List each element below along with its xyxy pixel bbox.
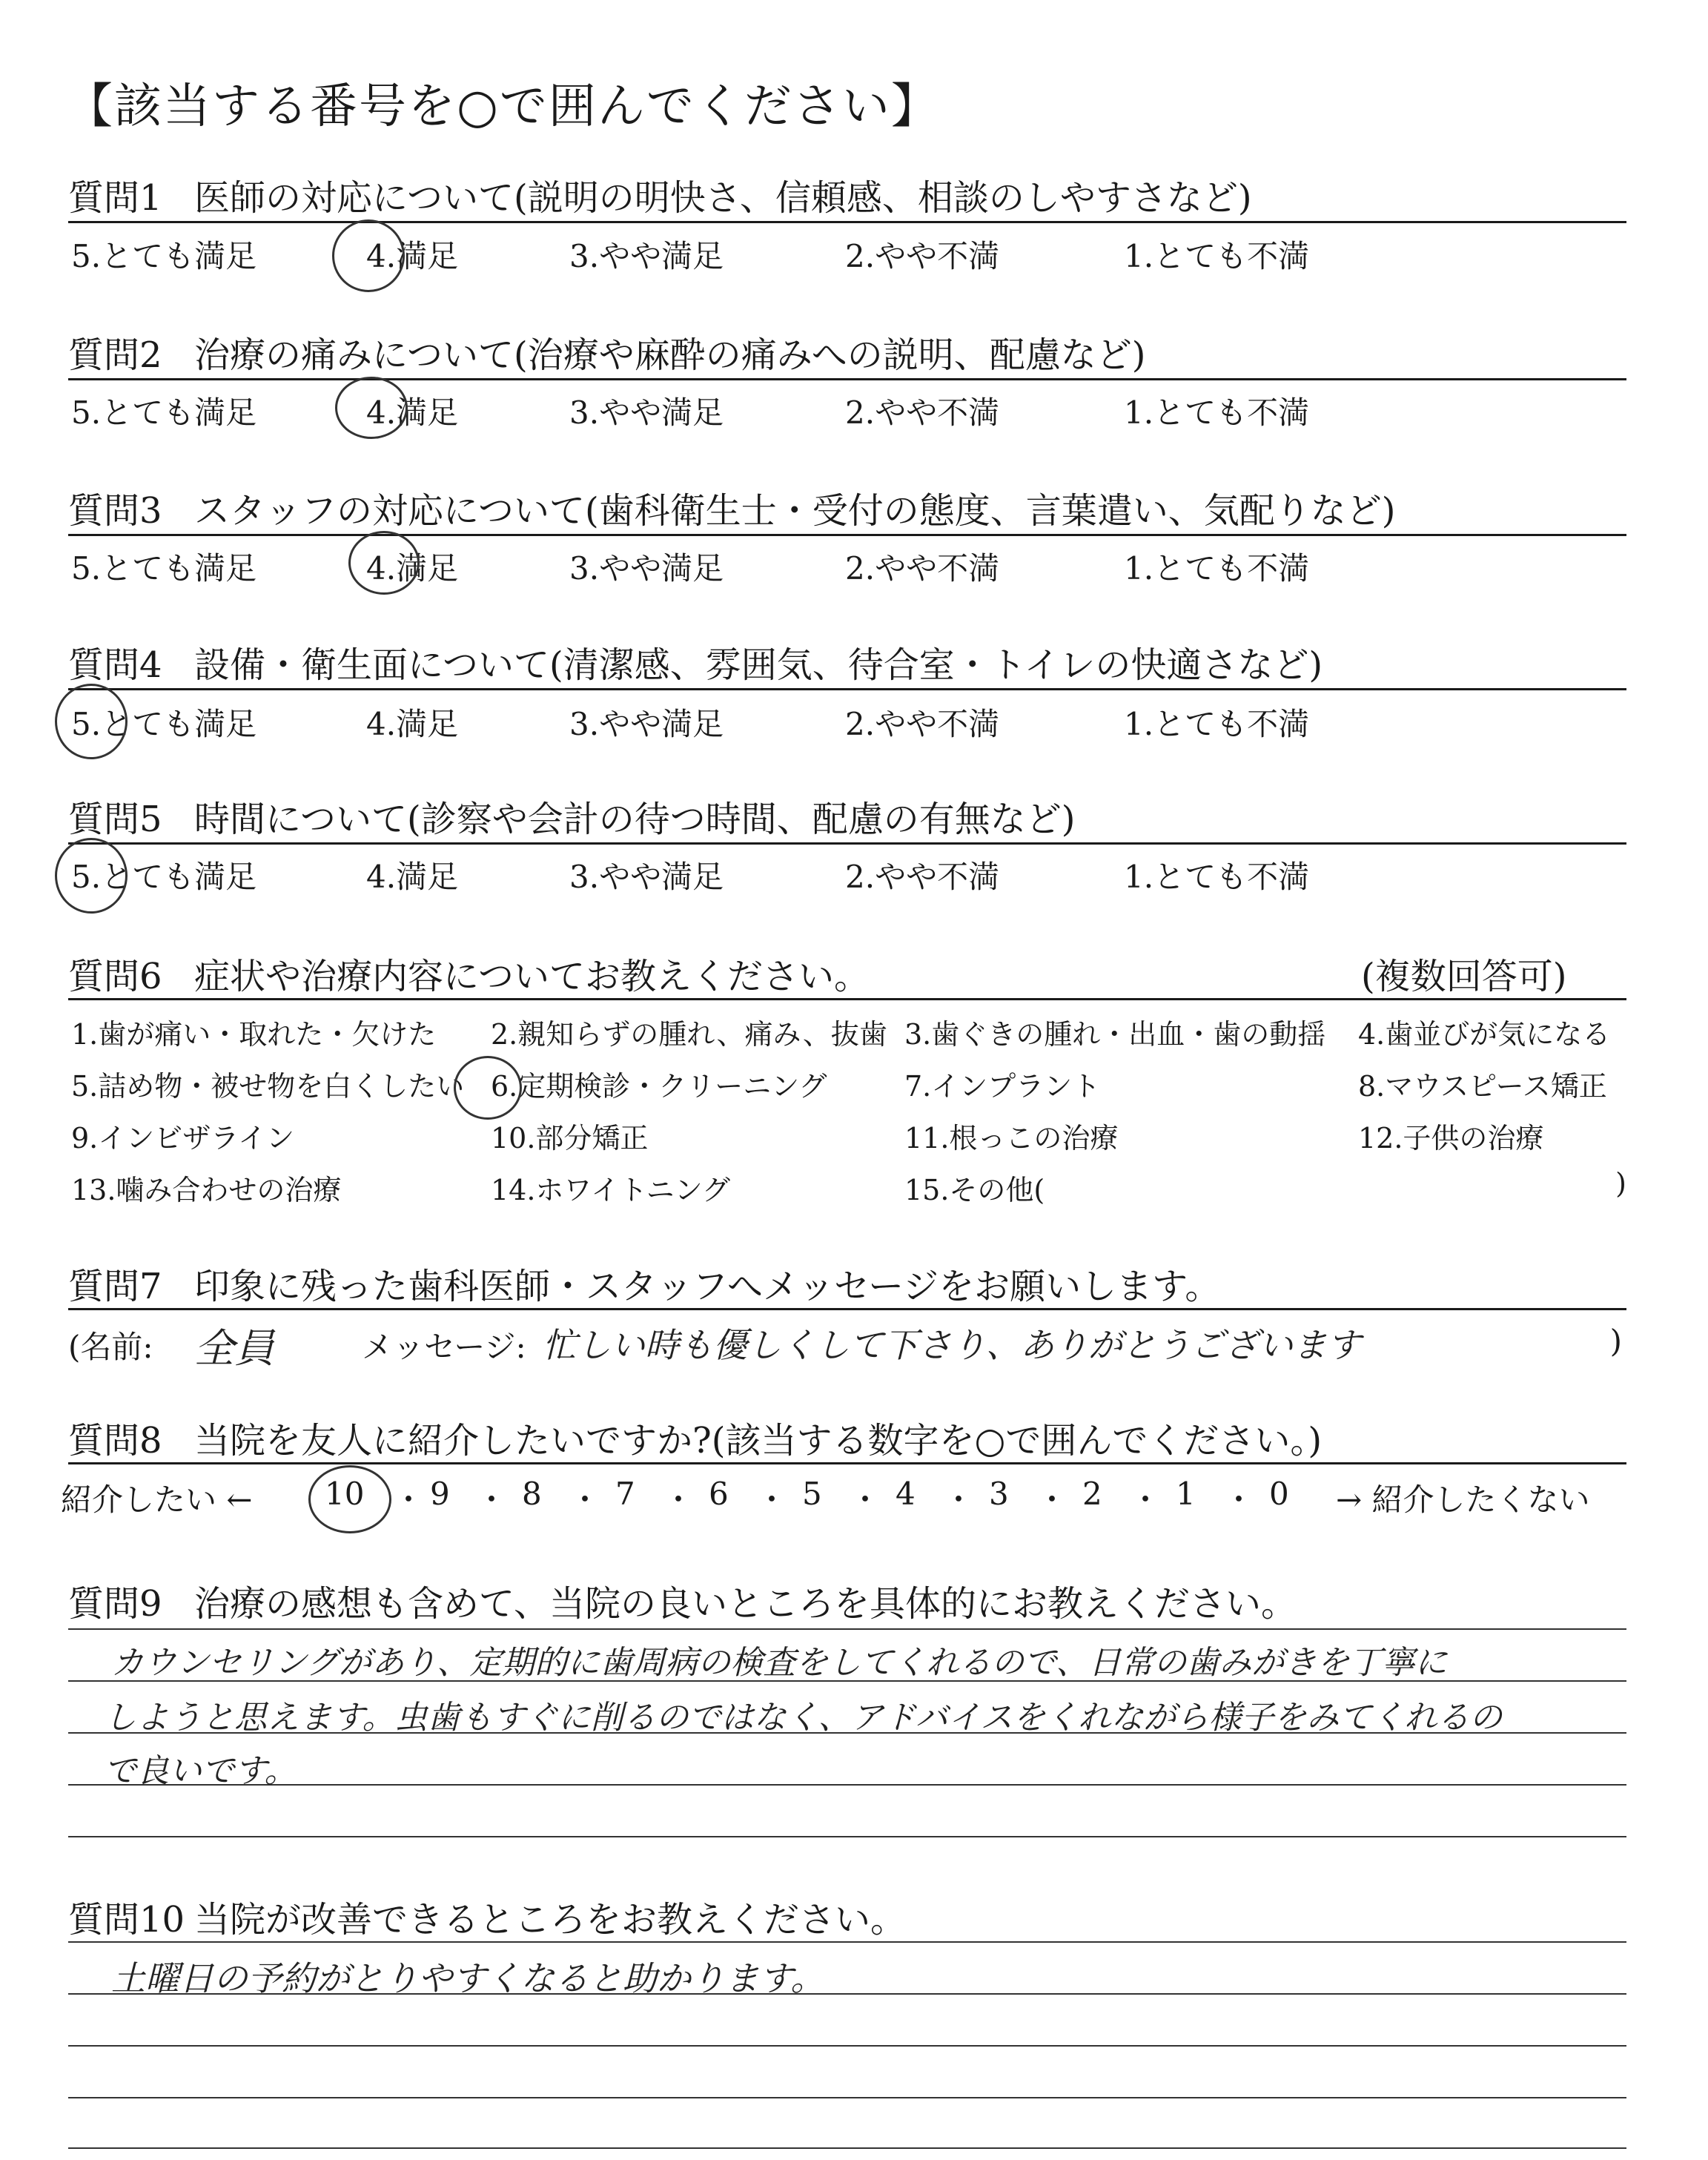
divider [68, 842, 1626, 845]
scale-10[interactable]: 10 [325, 1476, 365, 1512]
option-5[interactable]: 5.とても満足 [71, 859, 257, 895]
divider [68, 1462, 1626, 1464]
scale-5[interactable]: 5 [802, 1476, 822, 1512]
answer-line [68, 1628, 1626, 1630]
question-text: 治療の感想も含めて、当院の良いところを具体的にお教えください。 [194, 1583, 1297, 1625]
option-5[interactable]: 5.とても満足 [71, 550, 257, 587]
question-10-title [68, 1891, 906, 1942]
option-4[interactable]: 4.満足 [366, 859, 459, 895]
question-text: 設備・衛生面について(清潔感、雰囲気、待合室・トイレの快適さなど) [194, 644, 1323, 686]
scale-9[interactable]: 9 [430, 1476, 450, 1512]
q6-option-13[interactable]: 13.噛み合わせの治療 [71, 1174, 342, 1206]
divider [68, 688, 1626, 690]
multiple-answers-note: (複数回答可) [1361, 956, 1567, 997]
answer-line [68, 2097, 1626, 2098]
question-text: スタッフの対応について(歯科衛生士・受付の態度、言葉遣い、気配りなど) [194, 490, 1396, 532]
instruction-heading: 【該当する番号を○で囲んでください】 [65, 79, 940, 134]
selection-circle [348, 531, 420, 595]
question-text: 当院を友人に紹介したいですか?(該当する数字を○で囲んでください。) [194, 1420, 1323, 1462]
answer-line [68, 2147, 1626, 2149]
question-4-title [68, 636, 1323, 687]
survey-page: 【該当する番号を○で囲んでください】 質問1 医師の対応について(説明の明快さ、信頼感、相談のしやすさなど) 5.とても満足 4.満足 3.やや満足 2.やや不満 1.とても不満 質問2 治療の痛みについて(治療や麻酔の痛みへの説明、配慮など) 5.とても満足 4.満足 3.やや満足 2.やや不満 1.とても不満 質問3 スタッフの対応について(歯科衛生士・受付の態度、言葉遣い、気配りなど) 5.とても満足 4.満足 3.やや満足 2.やや不満 1.とても不満 質問4 設備・衛生面について(清潔感、雰囲気、待合室・トイレの快適さなど) 5.とても満足 4.満足 3.やや満足 2.やや不満 1.とても不満 質問5 時間について(診察や会計の待つ時間、配慮の有無など) 5.とても満足 4.満足 3.やや満足 2.やや不満 1.とても不満 質問6 症状や治療内容についてお教えください。 (複数回答可) 1.歯が痛い・取れた・欠けた 2.親知らずの腫れ、痛み、抜歯 3.歯ぐきの腫れ・出血・歯の動揺 4.歯並びが気になる 5.詰め物・被せ物を白くしたい 6.定期検診・クリーニング 7.インプラント 8.マウスピース矯正 9.インビザライン 10.部分矯正 11.根っこの治療 12.子供の治療 13.噛み合わせの治療 14.ホワイトニング 15.その他( ) 質問7 印象に残った歯科医師・スタッフへメッセージをお願いします。 (名前: 全員 メッセージ: 忙しい時も優しくして下さり、ありがとうございます ) 質問8 当院を友人に紹介したいですか?(該当する数字を○で囲んでください。) 紹介したい ← 10 ・ 9 ・ 8 ・ 7 ・ 6 ・ 5 ・ 4 ・ 3 ・ 2 ・ 1 ・ 0 → 紹介したくない 質問9 治療の感想も含めて、当院の良いところを具体的にお教えください。 カウンセリングがあり、定期的に歯周病の検査をしてくれるので、日常の歯みがきを丁寧に しようと思えます。虫歯もすぐに削るのではなく、アドバイスをくれながら様子をみてくれるの で良いです。 質問10 当院が改善できるところをお教えください。 土曜日の予約がとりやすくなると助かります。 [0, 0, 1708, 2160]
option-1[interactable]: 1.とても不満 [1124, 550, 1310, 587]
question-7-title [68, 1258, 1220, 1309]
q6-option-14[interactable]: 14.ホワイトニング [491, 1174, 731, 1206]
question-number: 質問2 [68, 334, 162, 376]
question-5-title [68, 790, 1076, 842]
question-text: 医師の対応について(説明の明快さ、信頼感、相談のしやすさなど) [194, 177, 1252, 219]
question-text: 症状や治療内容についてお教えください。 [194, 956, 870, 997]
message-closing-paren: ) [1609, 1323, 1622, 1359]
option-2[interactable]: 2.やや不満 [845, 706, 1000, 742]
scale-0[interactable]: 0 [1269, 1476, 1289, 1512]
question-5-options [68, 853, 1626, 897]
q6-option-7[interactable]: 7.インプラント [904, 1070, 1101, 1103]
scale-2[interactable]: 2 [1082, 1476, 1102, 1512]
question-number: 質問8 [68, 1420, 162, 1462]
question-text: 当院が改善できるところをお教えください。 [194, 1899, 907, 1941]
option-1[interactable]: 1.とても不満 [1124, 394, 1310, 431]
q10-answer-line-1: 土曜日の予約がとりやすくなると助かります。 [111, 1958, 825, 1998]
selection-circle [55, 838, 128, 914]
option-5[interactable]: 5.とても満足 [71, 238, 257, 274]
q6-option-6[interactable]: 6.定期検診・クリーニング [491, 1070, 827, 1103]
question-number: 質問5 [68, 799, 162, 840]
name-label: (名前: [68, 1329, 153, 1365]
question-4-options [68, 700, 1626, 744]
answer-line [68, 1784, 1626, 1786]
option-3[interactable]: 3.やや満足 [569, 394, 724, 431]
question-number: 質問3 [68, 490, 162, 532]
message-label: メッセージ: [362, 1329, 526, 1365]
scale-1[interactable]: 1 [1176, 1476, 1196, 1512]
divider [68, 1308, 1626, 1310]
q6-option-1[interactable]: 1.歯が痛い・取れた・欠けた [71, 1018, 437, 1051]
answer-line [68, 1941, 1626, 1943]
divider [68, 221, 1626, 223]
question-number: 質問4 [68, 644, 162, 686]
option-4[interactable]: 4.満足 [366, 706, 459, 742]
question-2-options [68, 389, 1626, 433]
scale-left-label: 紹介したい ← [61, 1482, 253, 1518]
selection-circle [454, 1056, 522, 1120]
option-4[interactable]: 4.満足 [366, 394, 459, 431]
q9-answer-line-3: で良いです。 [104, 1752, 297, 1790]
option-3[interactable]: 3.やや満足 [569, 238, 724, 274]
q6-option-11[interactable]: 11.根っこの治療 [904, 1122, 1119, 1155]
q6-other-closing-paren: ) [1615, 1167, 1626, 1200]
question-6-title [68, 948, 870, 999]
question-8-title [68, 1412, 1322, 1463]
option-2[interactable]: 2.やや不満 [845, 550, 1000, 587]
question-number: 質問10 [68, 1899, 185, 1941]
option-2[interactable]: 2.やや不満 [845, 394, 1000, 431]
q6-option-2[interactable]: 2.親知らずの腫れ、痛み、抜歯 [491, 1018, 887, 1051]
selection-circle [332, 219, 405, 292]
q6-option-9[interactable]: 9.インビザライン [71, 1122, 295, 1155]
option-1[interactable]: 1.とても不満 [1124, 859, 1310, 895]
question-3-options [68, 544, 1626, 589]
scale-6[interactable]: 6 [709, 1476, 729, 1512]
answer-line [68, 2045, 1626, 2047]
q9-answer-line-2: しようと思えます。虫歯もすぐに削るのではなく、アドバイスをくれながら様子をみてくれるの [104, 1699, 1503, 1737]
option-1[interactable]: 1.とても不満 [1124, 238, 1310, 274]
q6-option-4[interactable]: 4.歯並びが気になる [1358, 1018, 1611, 1051]
q6-option-5[interactable]: 5.詰め物・被せ物を白くしたい [71, 1070, 465, 1103]
q6-option-10[interactable]: 10.部分矯正 [491, 1122, 649, 1155]
question-3-title [68, 482, 1396, 533]
message-value: 忙しい時も優しくして下さり、ありがとうございます [543, 1325, 1361, 1365]
option-3[interactable]: 3.やや満足 [569, 859, 724, 895]
scale-7[interactable]: 7 [615, 1476, 635, 1512]
q6-option-15[interactable]: 15.その他( [904, 1174, 1045, 1206]
question-text: 時間について(診察や会計の待つ時間、配慮の有無など) [194, 799, 1076, 840]
question-9-title [68, 1575, 1297, 1626]
selection-circle [308, 1465, 391, 1533]
option-3[interactable]: 3.やや満足 [569, 706, 724, 742]
q9-answer-line-1: カウンセリングがあり、定期的に歯周病の検査をしてくれるので、日常の歯みがきを丁寧に [111, 1644, 1448, 1682]
divider [68, 998, 1626, 1000]
question-text: 印象に残った歯科医師・スタッフへメッセージをお願いします。 [194, 1266, 1221, 1307]
scale-4[interactable]: 4 [896, 1476, 916, 1512]
divider [68, 378, 1626, 380]
divider [68, 534, 1626, 536]
question-1-title [68, 169, 1252, 220]
option-1[interactable]: 1.とても不満 [1124, 706, 1310, 742]
question-text: 治療の痛みについて(治療や麻酔の痛みへの説明、配慮など) [194, 334, 1146, 376]
option-4[interactable]: 4.満足 [366, 550, 459, 587]
question-1-options [68, 232, 1626, 277]
answer-line [68, 1836, 1626, 1837]
scale-3[interactable]: 3 [989, 1476, 1009, 1512]
q6-option-3[interactable]: 3.歯ぐきの腫れ・出血・歯の動揺 [904, 1018, 1326, 1051]
question-number: 質問6 [68, 956, 162, 997]
question-number: 質問7 [68, 1266, 162, 1307]
scale-8[interactable]: 8 [522, 1476, 542, 1512]
scale-right-label: → 紹介したくない [1336, 1482, 1590, 1518]
option-3[interactable]: 3.やや満足 [569, 550, 724, 587]
option-2[interactable]: 2.やや不満 [845, 238, 1000, 274]
selection-circle [55, 684, 128, 759]
option-5[interactable]: 5.とても満足 [71, 394, 257, 431]
option-5[interactable]: 5.とても満足 [71, 706, 257, 742]
question-2-title [68, 326, 1146, 377]
q6-option-8[interactable]: 8.マウスピース矯正 [1358, 1070, 1607, 1103]
question-number: 質問1 [68, 177, 162, 219]
q6-option-12[interactable]: 12.子供の治療 [1358, 1122, 1544, 1155]
option-2[interactable]: 2.やや不満 [845, 859, 1000, 895]
option-4[interactable]: 4.満足 [366, 238, 459, 274]
question-6-options [68, 1011, 1626, 1219]
selection-circle [335, 377, 408, 439]
name-value: 全員 [194, 1325, 274, 1372]
question-number: 質問9 [68, 1583, 162, 1625]
message-row [68, 1317, 1626, 1372]
